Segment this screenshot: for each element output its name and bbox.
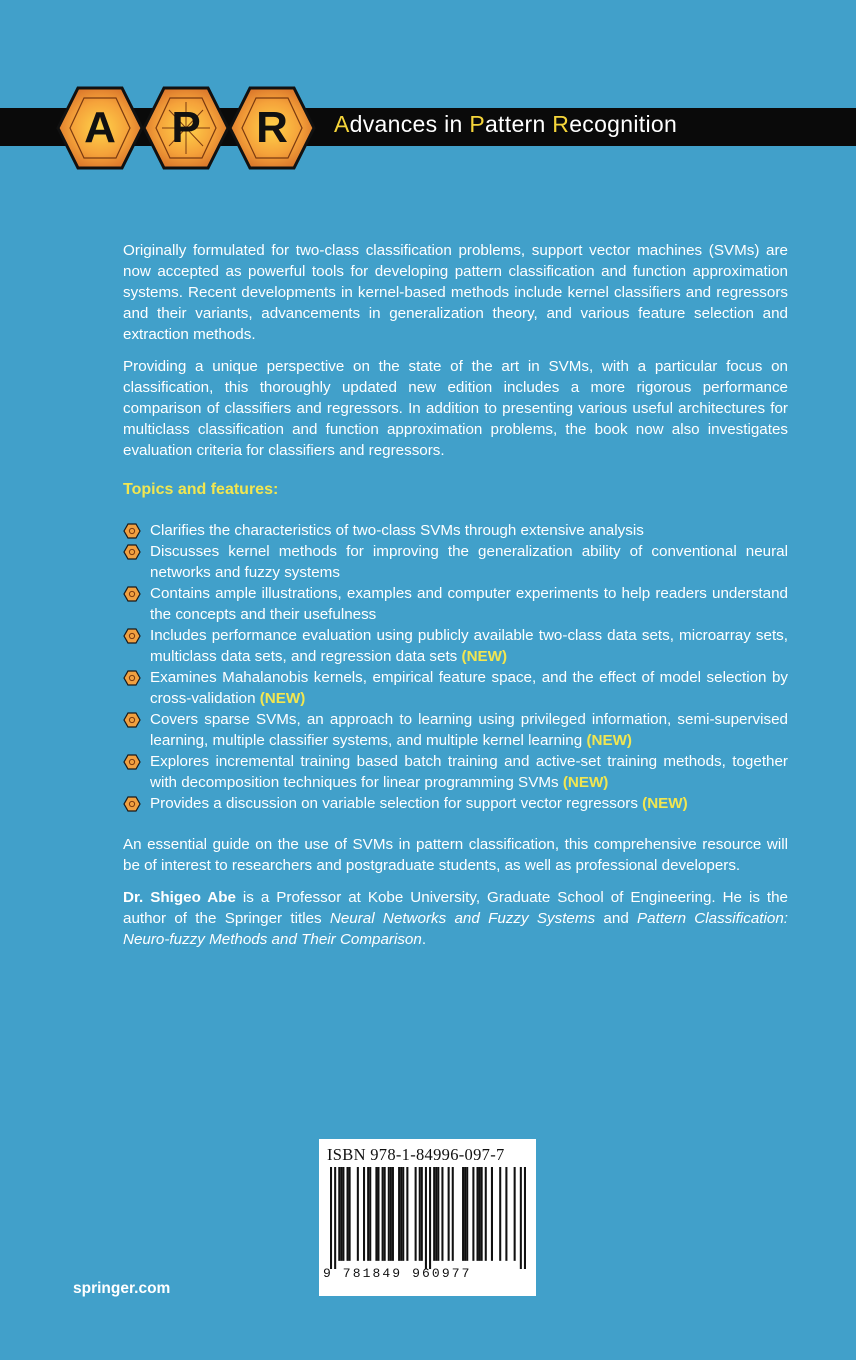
barcode-bar (462, 1167, 464, 1261)
barcode-bar (425, 1167, 427, 1269)
back-cover-text (123, 240, 788, 961)
barcode-bar (406, 1167, 408, 1261)
closing-paragraph: An essential guide on the use of SVMs in pattern classification, this comprehensive resource will be of interest to researchers and postgraduate students, as well as professional developers. (123, 836, 788, 874)
barcode-bar (340, 1167, 342, 1261)
hexagon-bullet-icon (123, 628, 141, 644)
barcode-bar (499, 1167, 501, 1261)
barcode-bar (347, 1167, 349, 1261)
hexagon-bullet-icon (123, 796, 141, 812)
author-bio (123, 887, 788, 950)
barcode-bar (398, 1167, 400, 1261)
barcode-bar (481, 1167, 483, 1261)
barcode-bar (524, 1167, 526, 1269)
barcode-bar (342, 1167, 344, 1261)
feature-text: Discusses kernel methods for improving the generalization ability of conventional neural networks and fuzzy systems (150, 543, 788, 581)
barcode-bar (419, 1167, 421, 1261)
barcode-bar (435, 1167, 437, 1261)
bio-text: . (421, 931, 427, 948)
logo-letter-r: R (256, 103, 288, 152)
barcode-bar (448, 1167, 450, 1261)
series-title-part: attern (484, 111, 553, 137)
feature-item (123, 625, 788, 667)
barcode-bar (400, 1167, 402, 1261)
barcode-bar (384, 1167, 386, 1261)
series-title-part: P (469, 111, 485, 137)
feature-item (123, 520, 788, 541)
topics-heading: Topics and features: (123, 481, 279, 498)
hexagon-bullet-icon (123, 544, 141, 560)
apr-series-logo (56, 86, 318, 170)
barcode-bar (485, 1167, 487, 1261)
book-title: Pattern Classification: Neuro-fuzzy Methods and Their Comparison (123, 910, 788, 948)
feature-text: Examines Mahalanobis kernels, empirical feature space, and the effect of model selection by cross-validation (150, 669, 788, 707)
barcode-bar (334, 1167, 336, 1269)
barcode-bar (520, 1167, 522, 1269)
author-name: Dr. Shigeo Abe (123, 889, 236, 906)
barcode-bar (382, 1167, 384, 1261)
barcode-bar (479, 1167, 481, 1261)
series-title-part: ecognition (569, 111, 678, 137)
barcode-bar (505, 1167, 507, 1261)
intro-paragraph: Providing a unique perspective on the state of the art in SVMs, with a particular focus on classification, this thoroughly updated new edition includes a more rigorous performance comparison of classifiers and regressors. In addition to presenting various useful architectures for multiclass classification and function approximation problems, the book now also investigates evaluation criteria for classifiers and regressors. (123, 358, 788, 459)
feature-item (123, 751, 788, 793)
barcode-bar (392, 1167, 394, 1261)
feature-text: Includes performance evaluation using publicly available two-class data sets, microarray sets, multiclass data sets, and regression data sets (150, 627, 788, 665)
barcode-bar (402, 1167, 404, 1261)
barcode-bar (452, 1167, 454, 1261)
barcode-bar (369, 1167, 371, 1261)
new-badge: (NEW) (562, 774, 609, 791)
barcode-bar (357, 1167, 359, 1261)
feature-text: Provides a discussion on variable selection for support vector regressors (150, 795, 638, 812)
barcode-digits: 9 781849 960977 (323, 1266, 472, 1281)
feature-text: Explores incremental training based batch training and active-set training methods, together with decomposition techniques for linear programming SVMs (150, 753, 788, 791)
hexagon-bullet-icon (123, 754, 141, 770)
bio-text: is a Professor at Kobe University, Graduate School of Engineering. He is the author of the Springer titles (123, 889, 788, 927)
barcode-bar (330, 1167, 332, 1269)
barcode-bar (429, 1167, 431, 1269)
barcode-bar (421, 1167, 423, 1261)
book-title: Neural Networks and Fuzzy Systems (329, 910, 596, 927)
barcode-bar (349, 1167, 351, 1261)
isbn-label: ISBN 978-1-84996-097-7 (327, 1145, 505, 1164)
intro-paragraph: Originally formulated for two-class classification problems, support vector machines (SVMs) are now accepted as powerful tools for developing pattern classification and function approximation systems. Recent developments in kernel-based methods include kernel classifiers and regressors and their variants, advancements in generalization theory, and various feature selection and extraction methods. (123, 242, 788, 343)
bio-text: and (595, 910, 638, 927)
feature-list (123, 520, 788, 814)
feature-text: Clarifies the characteristics of two-class SVMs through extensive analysis (150, 522, 644, 539)
hexagon-bullet-icon (123, 712, 141, 728)
logo-letter-p: P (171, 103, 201, 152)
series-title-part: dvances in (349, 111, 470, 137)
feature-item (123, 793, 788, 814)
feature-item (123, 709, 788, 751)
barcode-bar (338, 1167, 340, 1261)
logo-letter-a: A (84, 103, 116, 152)
isbn-barcode (319, 1139, 536, 1296)
feature-item (123, 667, 788, 709)
hexagon-bullet-icon (123, 670, 141, 686)
new-badge: (NEW) (642, 795, 688, 812)
feature-text: Covers sparse SVMs, an approach to learning using privileged information, semi-supervised learning, multiple classifier systems, and multiple kernel learning (150, 711, 788, 749)
series-title-part: A (334, 111, 350, 137)
barcode-bar (491, 1167, 493, 1261)
barcode-bar (367, 1167, 369, 1261)
barcode-bar (464, 1167, 466, 1261)
feature-item (123, 541, 788, 583)
barcode-bar (441, 1167, 443, 1261)
hexagon-bullet-icon (123, 523, 141, 539)
barcode-bar (363, 1167, 365, 1261)
new-badge: (NEW) (259, 690, 306, 707)
hexagon-bullet-icon (123, 586, 141, 602)
barcode-bar (390, 1167, 392, 1261)
barcode-bars (330, 1167, 526, 1269)
new-badge: (NEW) (586, 732, 632, 749)
feature-text: Contains ample illustrations, examples and computer experiments to help readers understand the concepts and their usefulness (150, 585, 788, 623)
barcode-bar (433, 1167, 435, 1261)
barcode-bar (375, 1167, 377, 1261)
barcode-bar (415, 1167, 417, 1261)
series-title-part: R (552, 111, 570, 137)
barcode-bar (466, 1167, 468, 1261)
new-badge: (NEW) (461, 648, 508, 665)
barcode-bar (388, 1167, 390, 1261)
series-title (334, 111, 677, 138)
barcode-bar (514, 1167, 516, 1261)
publisher-website[interactable]: springer.com (73, 1280, 171, 1297)
barcode-bar (472, 1167, 474, 1261)
barcode-bar (476, 1167, 478, 1261)
barcode-bar (437, 1167, 439, 1261)
feature-item (123, 583, 788, 625)
barcode-bar (377, 1167, 379, 1261)
